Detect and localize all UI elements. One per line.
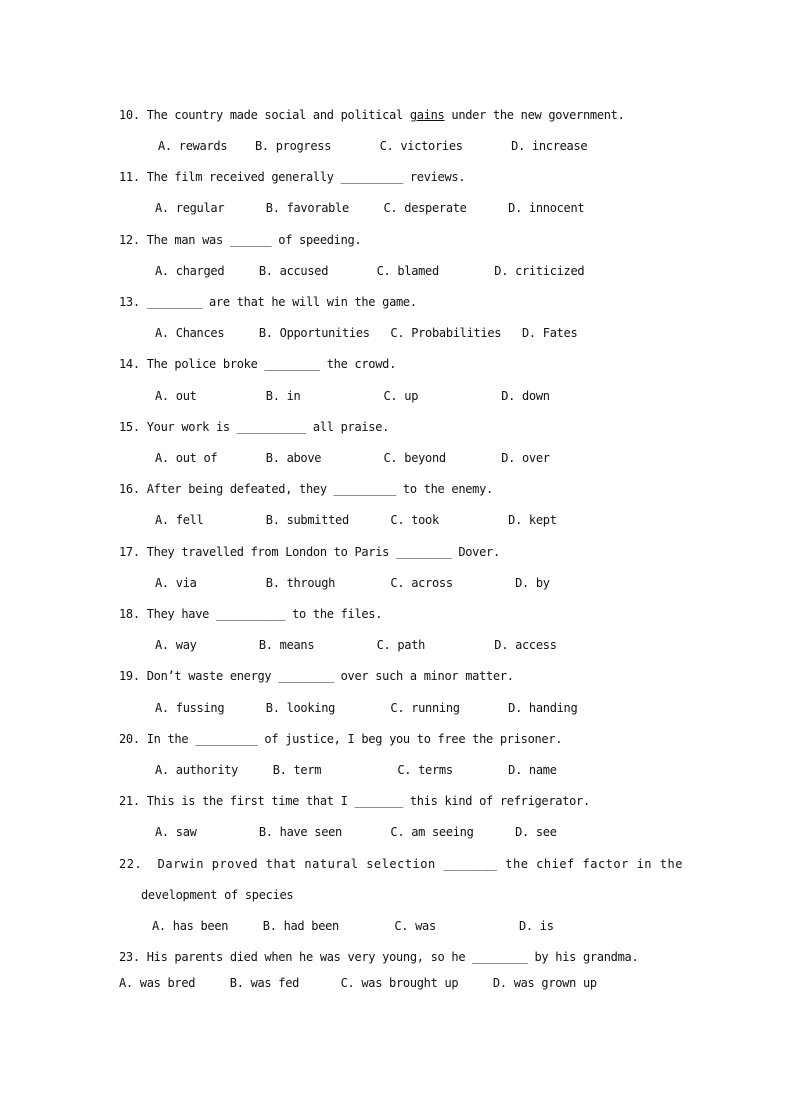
- question-20: 20. In the _________ of justice, I beg you to free the prisoner.: [119, 732, 563, 746]
- question-18: 18. They have __________ to the files.: [119, 607, 383, 621]
- question-21: 21. This is the first time that I _______ this kind of refrigerator.: [119, 794, 590, 808]
- question-12: 12. The man was ______ of speeding.: [119, 233, 362, 247]
- options-20: A. authority B. term C. terms D. name: [155, 763, 557, 777]
- options-17: A. via B. through C. across D. by: [155, 576, 550, 590]
- question-17: 17. They travelled from London to Paris ________ Dover.: [119, 545, 500, 559]
- options-18: A. way B. means C. path D. access: [155, 638, 557, 652]
- options-15: A. out of B. above C. beyond D. over: [155, 451, 550, 465]
- question-19: 19. Don’t waste energy ________ over such a minor matter.: [119, 669, 514, 683]
- question-13: 13. ________ are that he will win the game.: [119, 295, 417, 309]
- question-22-continuation: development of species: [141, 888, 294, 902]
- question-23: 23. His parents died when he was very young, so he ________ by his grandma.: [119, 950, 639, 964]
- options-12: A. charged B. accused C. blamed D. criticized: [155, 264, 585, 278]
- question-10: 10. The country made social and political gains under the new government.: [119, 108, 625, 122]
- question-16: 16. After being defeated, they _________ to the enemy.: [119, 482, 493, 496]
- options-14: A. out B. in C. up D. down: [155, 389, 550, 403]
- options-22: A. has been B. had been C. was D. is: [152, 919, 554, 933]
- options-16: A. fell B. submitted C. took D. kept: [155, 513, 557, 527]
- question-14: 14. The police broke ________ the crowd.: [119, 357, 397, 371]
- question-11: 11. The film received generally _________ reviews.: [119, 170, 466, 184]
- underlined-word: gains: [409, 108, 445, 122]
- options-21: A. saw B. have seen C. am seeing D. see: [155, 825, 557, 839]
- options-19: A. fussing B. looking C. running D. handing: [155, 701, 578, 715]
- options-11: A. regular B. favorable C. desperate D. innocent: [155, 201, 585, 215]
- options-10: A. rewards B. progress C. victories D. increase: [158, 139, 588, 153]
- question-22: 22. Darwin proved that natural selection _______ the chief factor in the: [119, 857, 683, 871]
- question-15: 15. Your work is __________ all praise.: [119, 420, 390, 434]
- options-13: A. Chances B. Opportunities C. Probabilities D. Fates: [155, 326, 578, 340]
- options-23: A. was bred B. was fed C. was brought up D. was grown up: [119, 976, 597, 990]
